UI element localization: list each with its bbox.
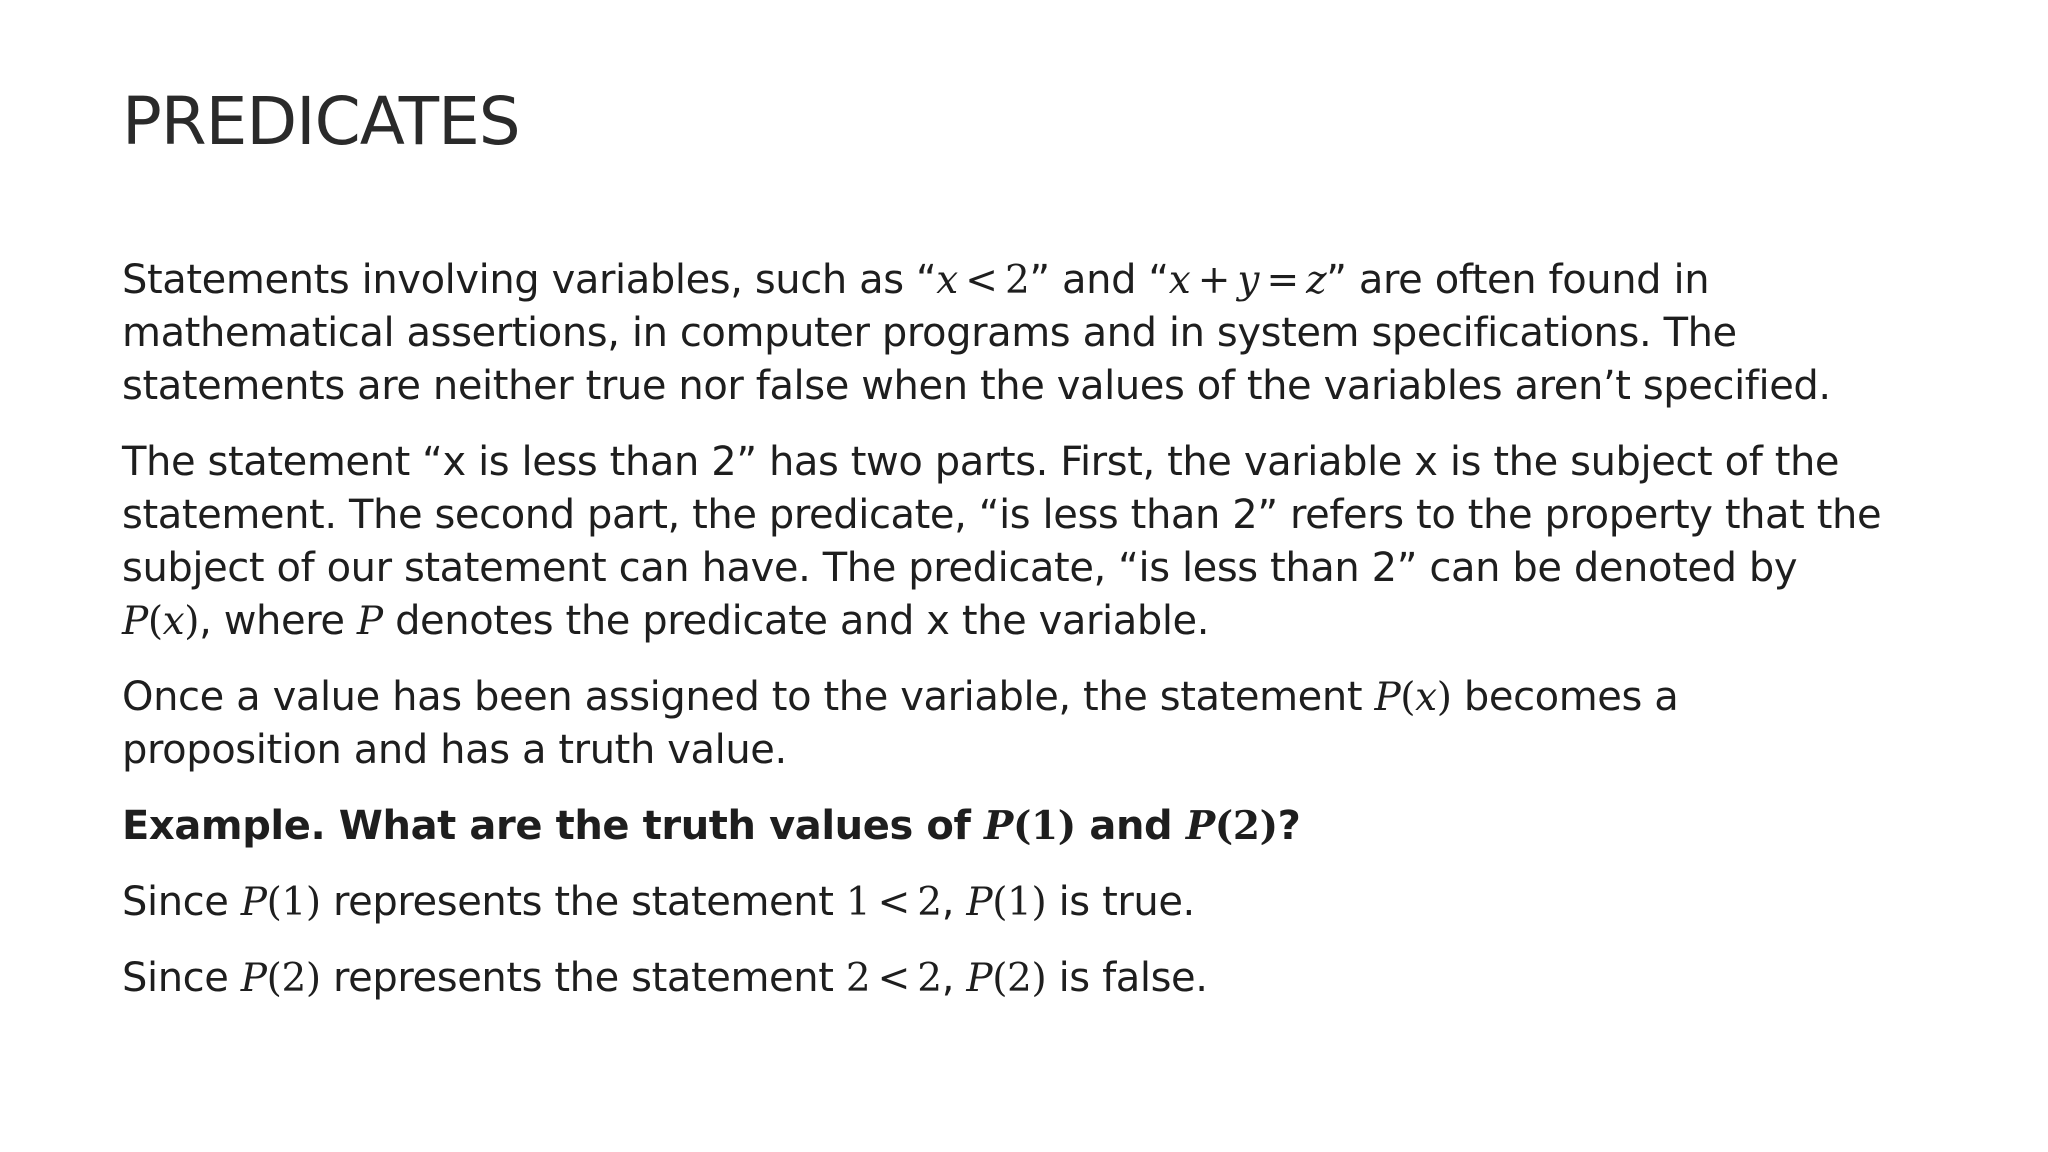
math-expression: 1 < 2	[845, 880, 942, 925]
answer-text: represents the statement	[320, 879, 846, 925]
paragraph-text: , where	[199, 598, 357, 644]
slide-title: PREDICATES	[122, 83, 520, 160]
paragraph-text: becomes a proposition and has a truth value.	[122, 674, 1679, 773]
slide-body	[122, 254, 1882, 1028]
answer-p1	[122, 876, 1882, 929]
example-text: Example. What are the truth values of	[122, 803, 985, 849]
paragraph-text: ” and “	[1029, 257, 1169, 303]
math-expression: 2 < 2	[845, 956, 942, 1001]
math-expression: P(1)	[966, 880, 1047, 925]
paragraph-proposition	[122, 671, 1882, 777]
math-expression: P(x)	[122, 599, 200, 644]
math-expression: P(1)	[240, 880, 321, 925]
example-question	[122, 800, 1882, 853]
example-text: and	[1075, 803, 1186, 849]
answer-text: is false.	[1046, 955, 1208, 1001]
math-expression: x < 2	[936, 258, 1030, 303]
paragraph-text: ” are often found in mathematical assertions, in computer programs and in system specifications. The statements are neither true nor false when the values of the variables aren’t specified.	[122, 257, 1831, 409]
math-expression: P	[356, 599, 383, 644]
answer-p2	[122, 952, 1882, 1005]
answer-text: is true.	[1046, 879, 1195, 925]
math-expression: P(2)	[1185, 803, 1278, 849]
answer-text: Since	[122, 879, 241, 925]
math-expression: x + y = z	[1168, 258, 1327, 303]
paragraph-text: Statements involving variables, such as “	[122, 257, 937, 303]
paragraph-predicate-explanation	[122, 436, 1882, 648]
answer-text: ,	[941, 879, 967, 925]
math-expression: P(2)	[966, 956, 1047, 1001]
paragraph-text: Once a value has been assigned to the variable, the statement	[122, 674, 1375, 720]
answer-text: ,	[941, 955, 967, 1001]
math-expression: P(2)	[240, 956, 321, 1001]
answer-text: represents the statement	[320, 955, 846, 1001]
example-text: ?	[1277, 803, 1301, 849]
math-expression: P(1)	[984, 803, 1076, 849]
paragraph-statements-involving-variables	[122, 254, 1882, 413]
answer-text: Since	[122, 955, 241, 1001]
paragraph-text: The statement “x is less than 2” has two parts. First, the variable x is the subject of the statement. The second part, the predicate, “is less than 2” refers to the property that the subject of our statement can have. The predicate, “is less than 2” can be denoted by	[122, 439, 1882, 591]
paragraph-text: denotes the predicate and x the variable.	[382, 598, 1210, 644]
math-expression: P(x)	[1374, 675, 1452, 720]
